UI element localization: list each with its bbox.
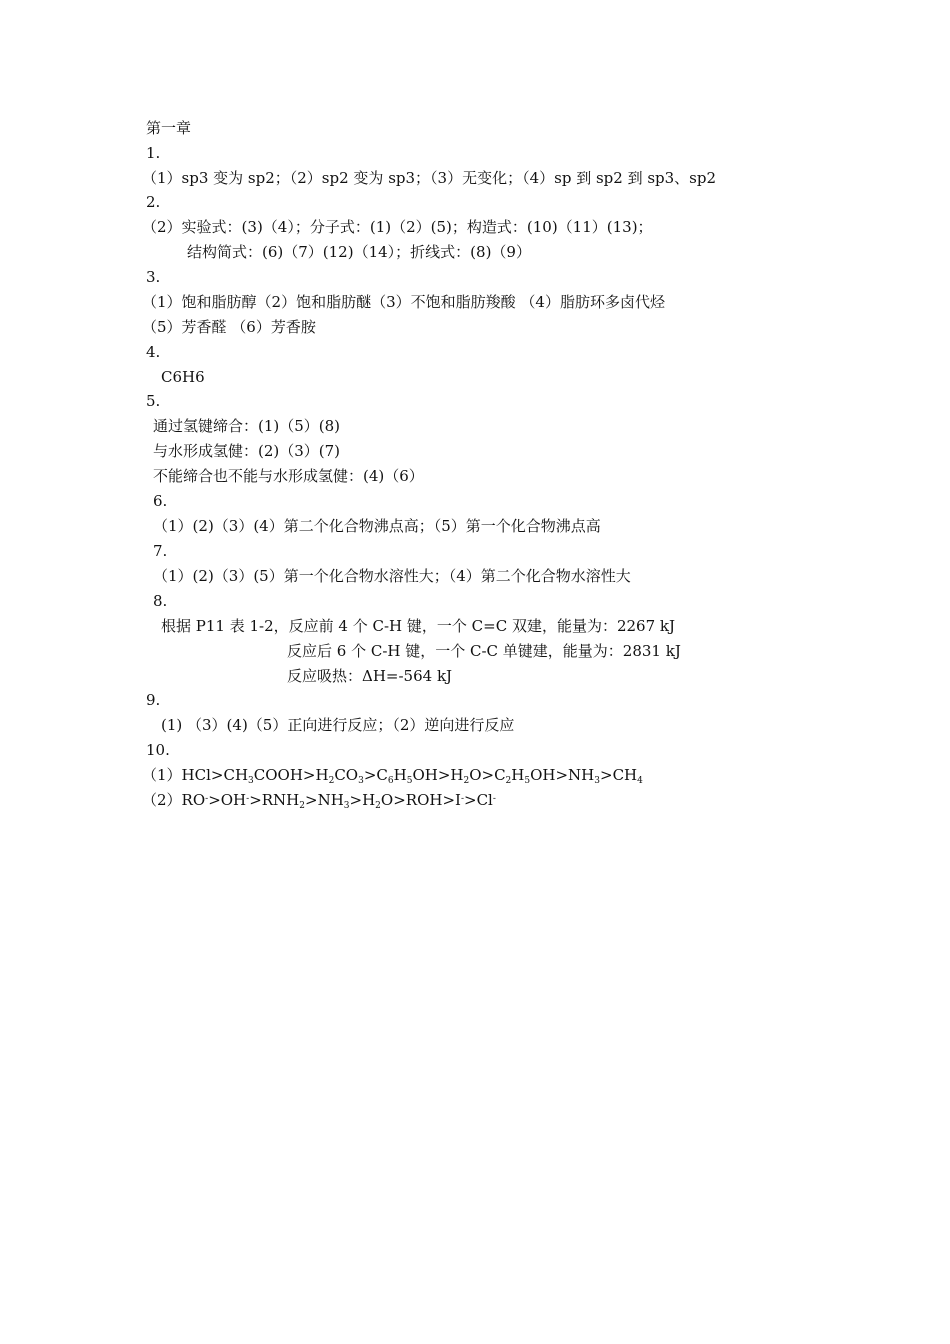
q9-answer: (1) （3）(4)（5）正向进行反应；（2）逆向进行反应 bbox=[161, 716, 515, 734]
q10-l2-sup: - bbox=[246, 794, 250, 804]
q10-l2-text: >OH bbox=[208, 791, 247, 809]
q10-number: 10. bbox=[146, 741, 170, 759]
q8-answer-line2: 反应后 6 个 C-H 键，一个 C-C 单键建，能量为：2831 kJ bbox=[287, 642, 681, 660]
q10-l2-sub: 3 bbox=[343, 801, 350, 811]
q10-l2-sup: - bbox=[460, 794, 464, 804]
q3-answer-line1: （1）饱和脂肪醇（2）饱和脂肪醚（3）不饱和脂肪羧酸 （4）脂肪环多卤代烃 bbox=[142, 293, 665, 311]
q10-l1-sub: 3 bbox=[594, 776, 600, 786]
q10-l1-sub: 4 bbox=[637, 776, 643, 786]
q10-l2-text: O>ROH>I bbox=[380, 791, 461, 809]
chapter-title: 第一章 bbox=[146, 119, 192, 137]
q10-l1-text: CO bbox=[334, 766, 359, 784]
q10-l1-text: COOH>H bbox=[253, 766, 329, 784]
q1-number: 1. bbox=[146, 144, 161, 162]
q10-l2-text: >NH bbox=[305, 791, 344, 809]
q10-l1-sub: 6 bbox=[387, 776, 394, 786]
q10-l1-text: >CH bbox=[600, 766, 638, 784]
q10-l1-sub: 3 bbox=[358, 776, 364, 786]
q2-answer-line1: （2）实验式：(3)（4）；分子式：(1)（2）(5)；构造式：(10)（11）(13)； bbox=[142, 218, 653, 236]
q10-l1-text: OH>H bbox=[412, 766, 464, 784]
q10-l2-sup: - bbox=[205, 794, 209, 804]
q10-l1-sub: 2 bbox=[463, 776, 470, 786]
q10-l2-text: （2）RO bbox=[142, 791, 206, 809]
q10-l2-text: >H bbox=[349, 791, 376, 809]
q10-l2-sub: 2 bbox=[299, 801, 305, 811]
q10-l1-text: H bbox=[511, 766, 525, 784]
q4-answer: C6H6 bbox=[161, 368, 205, 386]
q9-number: 9. bbox=[146, 691, 161, 709]
q10-l1-text: H bbox=[393, 766, 407, 784]
q10-l1-sub: 2 bbox=[328, 776, 335, 786]
q5-number: 5. bbox=[146, 392, 161, 410]
q10-l1-text: O>C bbox=[469, 766, 506, 784]
q4-number: 4. bbox=[146, 343, 161, 361]
q10-l1-sub: 5 bbox=[406, 776, 413, 786]
q5-answer-line2: 与水形成氢健：(2)（3）(7) bbox=[153, 442, 341, 460]
q10-answer-line2 bbox=[142, 790, 496, 810]
q10-l1-text: OH>NH bbox=[530, 766, 595, 784]
q8-answer-line1: 根据 P11 表 1-2，反应前 4 个 C-H 键，一个 C=C 双建，能量为：2267 kJ bbox=[161, 617, 675, 635]
q10-l2-text: >Cl bbox=[464, 791, 493, 809]
q10-l1-text: （1）HCl>CH bbox=[142, 766, 249, 784]
q8-number: 8. bbox=[153, 592, 168, 610]
q1-answer: （1）sp3 变为 sp2；（2）sp2 变为 sp3；（3）无变化；（4）sp 到 sp2 到 sp3、sp2 bbox=[142, 169, 717, 187]
q10-l2-text: >RNH bbox=[249, 791, 300, 809]
q10-l2-sub: 2 bbox=[375, 801, 381, 811]
q2-answer-line2: 结构简式：(6)（7）(12)（14）；折线式：(8)（9） bbox=[187, 243, 531, 261]
q10-l1-sub: 5 bbox=[524, 776, 531, 786]
q2-number: 2. bbox=[146, 193, 161, 211]
q10-answer-line1 bbox=[142, 765, 643, 785]
q8-answer-line3: 反应吸热：ΔH=-564 kJ bbox=[287, 667, 453, 685]
q10-l1-sub: 2 bbox=[505, 776, 512, 786]
q5-answer-line1: 通过氢键缔合：(1)（5）(8) bbox=[153, 417, 341, 435]
q6-number: 6. bbox=[153, 492, 168, 510]
q3-number: 3. bbox=[146, 268, 161, 286]
q10-l2-sup: - bbox=[492, 794, 496, 804]
q7-number: 7. bbox=[153, 542, 168, 560]
q3-answer-line2: （5）芳香醛 （6）芳香胺 bbox=[142, 318, 316, 336]
q10-l1-sub: 3 bbox=[248, 776, 254, 786]
q10-l1-text: >C bbox=[363, 766, 388, 784]
q5-answer-line3: 不能缔合也不能与水形成氢健：(4)（6） bbox=[153, 467, 424, 485]
q6-answer: （1）(2)（3）(4）第二个化合物沸点高；（5）第一个化合物沸点高 bbox=[153, 517, 601, 535]
q7-answer: （1）(2)（3）(5）第一个化合物水溶性大；（4）第二个化合物水溶性大 bbox=[153, 567, 631, 585]
